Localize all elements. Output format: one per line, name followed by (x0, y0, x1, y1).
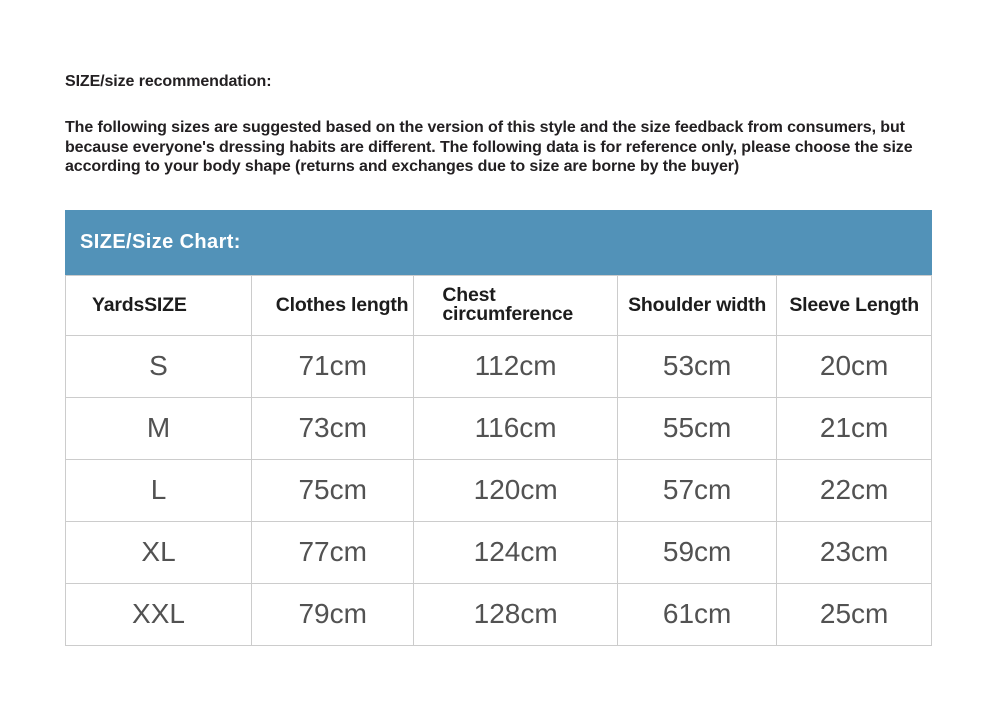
chest-circumference-cell: 116cm (414, 397, 618, 459)
column-header-clothes-length: Clothes length (252, 275, 414, 335)
sleeve-length-cell: 21cm (777, 397, 932, 459)
intro-paragraph: The following sizes are suggested based on the version of this style and the size feedback from consumers, but because everyone's dressing habits are different. The following data is for reference only, please choose the size according to your body shape (returns and exchanges due to size are borne by the buyer) (65, 119, 913, 175)
chest-circumference-cell: 128cm (414, 583, 618, 645)
column-header-yards-size: YardsSIZE (66, 275, 252, 335)
shoulder-width-cell: 61cm (617, 583, 776, 645)
header-row (66, 275, 932, 335)
clothes-length-cell: 71cm (252, 335, 414, 397)
section-title: SIZE/size recommendation: (65, 73, 272, 90)
clothes-length-cell: 75cm (252, 459, 414, 521)
table-row (66, 583, 932, 645)
table-row (66, 335, 932, 397)
size-cell: M (66, 397, 252, 459)
shoulder-width-cell: 57cm (617, 459, 776, 521)
column-header-chest-circumference: Chest circumference (414, 275, 618, 335)
sleeve-length-cell: 25cm (777, 583, 932, 645)
size-chart-banner-title: SIZE/Size Chart: (80, 230, 241, 253)
size-cell: L (66, 459, 252, 521)
shoulder-width-cell: 53cm (617, 335, 776, 397)
clothes-length-cell: 73cm (252, 397, 414, 459)
clothes-length-cell: 79cm (252, 583, 414, 645)
size-chart-head (66, 275, 932, 335)
shoulder-width-cell: 55cm (617, 397, 776, 459)
sleeve-length-cell: 22cm (777, 459, 932, 521)
table-row (66, 459, 932, 521)
table-row (66, 521, 932, 583)
chest-circumference-cell: 112cm (414, 335, 618, 397)
size-cell: XL (66, 521, 252, 583)
size-cell: S (66, 335, 252, 397)
size-chart-banner (65, 210, 932, 275)
sleeve-length-cell: 20cm (777, 335, 932, 397)
size-chart-body (66, 335, 932, 645)
column-header-sleeve-length: Sleeve Length (777, 275, 932, 335)
shoulder-width-cell: 59cm (617, 521, 776, 583)
size-chart-table (65, 275, 932, 646)
chest-circumference-cell: 120cm (414, 459, 618, 521)
chest-circumference-cell: 124cm (414, 521, 618, 583)
table-row (66, 397, 932, 459)
column-header-shoulder-width: Shoulder width (617, 275, 776, 335)
size-cell: XXL (66, 583, 252, 645)
sleeve-length-cell: 23cm (777, 521, 932, 583)
clothes-length-cell: 77cm (252, 521, 414, 583)
